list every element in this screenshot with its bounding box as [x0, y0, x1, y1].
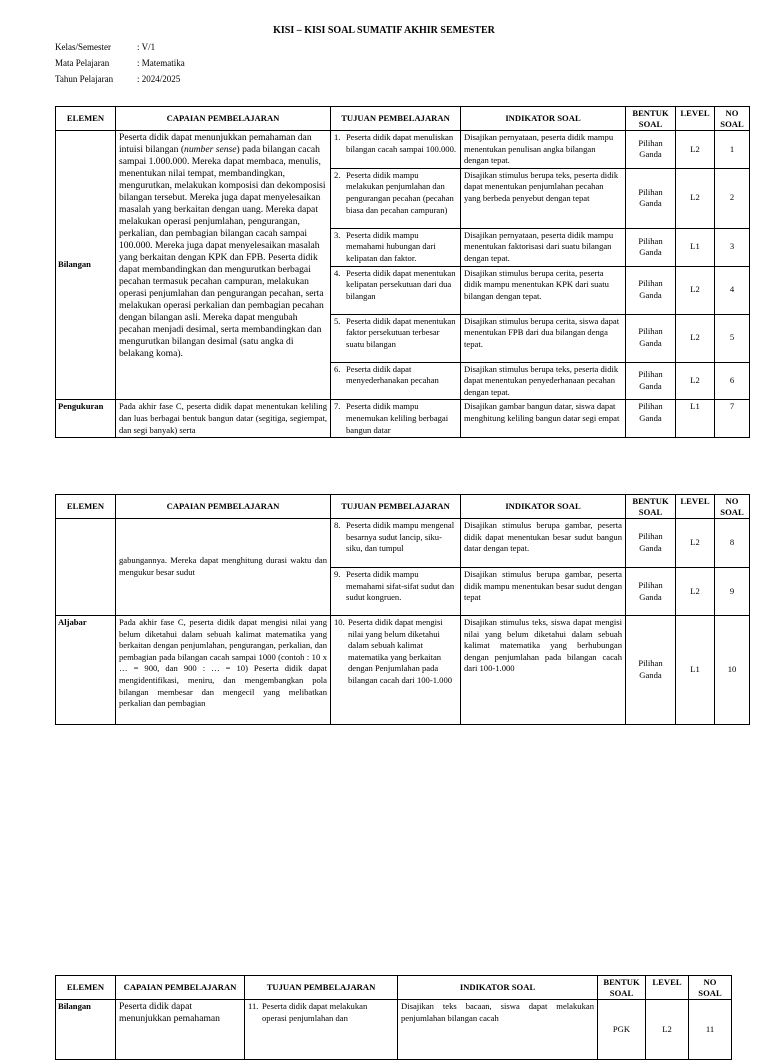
- header-level: LEVEL: [676, 107, 715, 131]
- tujuan-number: 2.: [334, 169, 341, 180]
- bentuk-cell: Pilihan Ganda: [626, 168, 676, 228]
- tujuan-cell: [331, 400, 461, 438]
- bentuk-cell: Pilihan Ganda: [626, 616, 676, 725]
- indikator-cell: Disajikan stimulus berupa gambar, peserta didik dapat menentukan besar sudut bangun datar dengan tepat.: [461, 519, 626, 568]
- level-cell: L1: [676, 400, 715, 438]
- level-cell: L1: [676, 616, 715, 725]
- header-no: NO SOAL: [715, 495, 750, 519]
- tujuan-cell: [331, 131, 461, 169]
- no-soal-cell: 7: [715, 400, 750, 438]
- tujuan-cell: [245, 1000, 398, 1060]
- indikator-cell: Disajikan teks bacaan, siswa dapat melakukan penjumlahan bilangan cacah: [398, 1000, 598, 1060]
- capaian-bilangan: [116, 131, 331, 400]
- header-no: NO SOAL: [715, 107, 750, 131]
- header-no: NO SOAL: [689, 976, 732, 1000]
- level-cell: L2: [676, 131, 715, 169]
- document-title: KISI – KISI SOAL SUMATIF AKHIR SEMESTER: [273, 25, 495, 36]
- tujuan-number: 8.: [334, 520, 341, 530]
- no-soal-cell: 6: [715, 362, 750, 400]
- capaian-italic: number sense: [184, 143, 237, 155]
- meta-value: : Matematika: [137, 58, 185, 68]
- header-elemen: ELEMEN: [56, 107, 116, 131]
- no-soal-cell: 9: [715, 568, 750, 616]
- indikator-cell: Disajikan stimulus berupa cerita, peserta didik mampu menentukan KPK dari suatu bilangan dengan tepat.: [461, 266, 626, 314]
- tujuan-number: 11.: [248, 1001, 259, 1011]
- header-bentuk: BENTUK SOAL: [598, 976, 646, 1000]
- no-soal-cell: 4: [715, 266, 750, 314]
- header-bentuk: BENTUK SOAL: [626, 495, 676, 519]
- capaian-text: ) pada bilangan cacah sampai 1.000.000. Mereka dapat membaca, menulis, menentukan nilai tempat, membandingkan, mengurutkan, melakukan komposisi dan dekomposisi bilangan tersebut. Mereka juga dapat menyelesaikan masalah yang berkaitan dengan uang. Mereka dapat melakukan operasi penjumlahan, pengurangan, perkalian, dan pembagian bilangan cacah sampai 100.000. Mereka juga dapat menyelesaikan masalah yang berkaitan dengan KPK dan FPB. Peserta didik dapat membandingkan dan mengurutkan berbagai pecahan termasuk pecahan campuran, melakukan operasi penjumlahan dan pengurangan pecahan, serta melakukan operasi perkalian dan pembagian pecahan dengan bilangan asli. Mereka dapat mengubah pecahan menjadi desimal, serta membandingkan dan mengurutkan bilangan desimal (satu angka di belakang koma).: [119, 143, 326, 359]
- indikator-cell: Disajikan pernyataan, peserta didik mampu menentukan penulisan angka bilangan dengan tepat.: [461, 131, 626, 169]
- header-capaian: CAPAIAN PEMBELAJARAN: [116, 976, 245, 1000]
- level-cell: L2: [676, 519, 715, 568]
- tujuan-cell: [331, 314, 461, 362]
- capaian-aljabar: Pada akhir fase C, peserta didik dapat mengisi nilai yang belum diketahui dalam sebuah kalimat matematika yang berkaitan dengan penjumlahan, pengurangan, perkalian, dan pembagian pada bilangan cacah sampai 1000 (contoh : 10 x … = 900, dan 900 : … = 10) Peserta didik dapat mengidentifikasi, meniru, dan mengembangkan pola bilangan membesar dan mengecil yang melibatkan perkalian dan pembagian: [116, 616, 331, 725]
- tujuan-text: Peserta didik dapat menyederhanakan pecahan: [346, 363, 439, 386]
- elemen-bilangan: Bilangan: [56, 1000, 116, 1060]
- elemen-bilangan: Bilangan: [56, 131, 116, 400]
- header-indikator: INDIKATOR SOAL: [398, 976, 598, 1000]
- meta-kelas: [55, 42, 155, 52]
- tujuan-text: Peserta didik mampu mengenal besarnya sudut lancip, siku-siku, dan tumpul: [346, 520, 455, 554]
- tujuan-number: 7.: [334, 401, 341, 412]
- tujuan-cell: [331, 519, 461, 568]
- header-indikator: INDIKATOR SOAL: [461, 495, 626, 519]
- bentuk-cell: Pilihan Ganda: [626, 266, 676, 314]
- header-indikator: INDIKATOR SOAL: [461, 107, 626, 131]
- tujuan-cell: [331, 362, 461, 400]
- tujuan-cell: [331, 616, 461, 725]
- header-elemen: ELEMEN: [56, 495, 116, 519]
- no-soal-cell: 2: [715, 168, 750, 228]
- bentuk-cell: Pilihan Ganda: [626, 131, 676, 169]
- header-tujuan: TUJUAN PEMBELAJARAN: [245, 976, 398, 1000]
- meta-mapel: [55, 58, 185, 68]
- tujuan-number: 6.: [334, 363, 341, 374]
- tujuan-cell: [331, 168, 461, 228]
- bentuk-cell: Pilihan Ganda: [626, 519, 676, 568]
- elemen-empty: [56, 519, 116, 616]
- tujuan-text: Peserta didik mampu menemukan keliling berbagai bangun datar: [346, 401, 449, 435]
- tujuan-number: 4.: [334, 267, 341, 278]
- level-cell: L2: [676, 568, 715, 616]
- level-cell: L1: [676, 228, 715, 266]
- tujuan-number: 9.: [334, 569, 341, 579]
- table-row: [56, 400, 750, 438]
- tujuan-number: 5.: [334, 315, 341, 326]
- tujuan-number: 3.: [334, 229, 341, 240]
- bentuk-cell: PGK: [598, 1000, 646, 1060]
- level-cell: L2: [676, 314, 715, 362]
- kisi-table-3: [55, 975, 732, 1060]
- meta-label: Kelas/Semester: [55, 42, 111, 52]
- header-tujuan: TUJUAN PEMBELAJARAN: [331, 495, 461, 519]
- meta-value: : V/1: [137, 42, 156, 52]
- bentuk-cell: Pilihan Ganda: [626, 314, 676, 362]
- bentuk-cell: Pilihan Ganda: [626, 228, 676, 266]
- bentuk-cell: Pilihan Ganda: [626, 400, 676, 438]
- tujuan-cell: [331, 568, 461, 616]
- tujuan-text: Peserta didik dapat menentukan faktor persekutuan terbesar suatu bilangan: [346, 315, 456, 349]
- table-row: [56, 131, 750, 169]
- level-cell: L2: [676, 266, 715, 314]
- tujuan-text: Peserta didik dapat menentukan kelipatan persekutuan dari dua bilangan: [346, 267, 456, 301]
- meta-label: Tahun Pelajaran: [55, 74, 114, 84]
- indikator-cell: Disajikan gambar bangun datar, siswa dapat menghitung keliling bangun datar segi empat: [461, 400, 626, 438]
- capaian-pengukuran-cont: gabungannya. Mereka dapat menghitung durasi waktu dan mengukur besar sudut: [116, 519, 331, 616]
- header-level: LEVEL: [646, 976, 689, 1000]
- bentuk-cell: Pilihan Ganda: [626, 568, 676, 616]
- table-row: [56, 1000, 732, 1060]
- bentuk-cell: Pilihan Ganda: [626, 362, 676, 400]
- tujuan-text: Peserta didik dapat mengisi nilai yang belum diketahui dalam sebuah kalimat matematika yang berkaitan dengan Penjumlahan pada bilangan cacah dari 100-1.000: [348, 617, 453, 685]
- indikator-cell: Disajikan pernyataan, peserta didik mampu menentukan faktorisasi dari suatu bilangan dengan tepat.: [461, 228, 626, 266]
- indikator-cell: Disajikan stimulus teks, siswa dapat mengisi nilai yang belum diketahui dalam sebuah kalimat matematika yang berhubungan dengan penjumlahan pada bilangan cacah dari 100-1.000: [461, 616, 626, 725]
- tujuan-cell: [331, 228, 461, 266]
- tujuan-number: 1.: [334, 132, 341, 142]
- indikator-cell: Disajikan stimulus berupa teks, peserta didik dapat menentukan penyederhanaan pecahan dengan tepat.: [461, 362, 626, 400]
- kisi-table-2: [55, 494, 750, 725]
- no-soal-cell: 3: [715, 228, 750, 266]
- table-row: [56, 616, 750, 725]
- header-tujuan: TUJUAN PEMBELAJARAN: [331, 107, 461, 131]
- level-cell: L2: [646, 1000, 689, 1060]
- no-soal-cell: 11: [689, 1000, 732, 1060]
- tujuan-text: Peserta didik mampu melakukan penjumlahan dan pengurangan pecahan (pecahan biasa dan pecahan campuran): [346, 169, 454, 215]
- header-level: LEVEL: [676, 495, 715, 519]
- tujuan-text: Peserta didik mampu memahami sifat-sifat sudut dan sudut kongruen.: [346, 569, 455, 603]
- no-soal-cell: 8: [715, 519, 750, 568]
- level-cell: L2: [676, 168, 715, 228]
- indikator-cell: Disajikan stimulus berupa gambar, peserta didik mampu menentukan besar sudut dengan tepat: [461, 568, 626, 616]
- header-bentuk: BENTUK SOAL: [626, 107, 676, 131]
- table-row: [56, 519, 750, 568]
- level-cell: L2: [676, 362, 715, 400]
- elemen-aljabar: Aljabar: [56, 616, 116, 725]
- no-soal-cell: 10: [715, 616, 750, 725]
- no-soal-cell: 1: [715, 131, 750, 169]
- capaian-text: Peserta didik dapat menunjukkan pemahaman dan intuisi bilangan (: [119, 132, 312, 155]
- tujuan-text: Peserta didik mampu memahami hubungan dari kelipatan dan faktor.: [346, 229, 436, 263]
- tujuan-text: Peserta didik dapat menuliskan bilangan cacah sampai 100.000.: [346, 132, 457, 154]
- capaian-pengukuran: Pada akhir fase C, peserta didik dapat menentukan keliling dan luas berbagai bentuk bangun datar (segitiga, segiempat, dan segi banyak) serta: [116, 400, 331, 438]
- meta-tahun: [55, 74, 180, 84]
- kisi-table-1: [55, 106, 750, 438]
- header-capaian: CAPAIAN PEMBELAJARAN: [116, 495, 331, 519]
- capaian-bilangan: Peserta didik dapat menunjukkan pemahaman: [116, 1000, 245, 1060]
- tujuan-number: 10.: [334, 617, 345, 627]
- header-elemen: ELEMEN: [56, 976, 116, 1000]
- indikator-cell: Disajikan stimulus berupa teks, peserta didik dapat menentukan penjumlahan pecahan yang berbeda penyebut dengan tepat: [461, 168, 626, 228]
- tujuan-text: Peserta didik dapat melakukan operasi penjumlahan dan: [262, 1001, 368, 1023]
- tujuan-cell: [331, 266, 461, 314]
- meta-label: Mata Pelajaran: [55, 58, 110, 68]
- indikator-cell: Disajikan stimulus berupa cerita, siswa dapat menentukan FPB dari dua bilangan denga tepat.: [461, 314, 626, 362]
- meta-value: : 2024/2025: [137, 74, 181, 84]
- no-soal-cell: 5: [715, 314, 750, 362]
- header-capaian: CAPAIAN PEMBELAJARAN: [116, 107, 331, 131]
- elemen-pengukuran: Pengukuran: [56, 400, 116, 438]
